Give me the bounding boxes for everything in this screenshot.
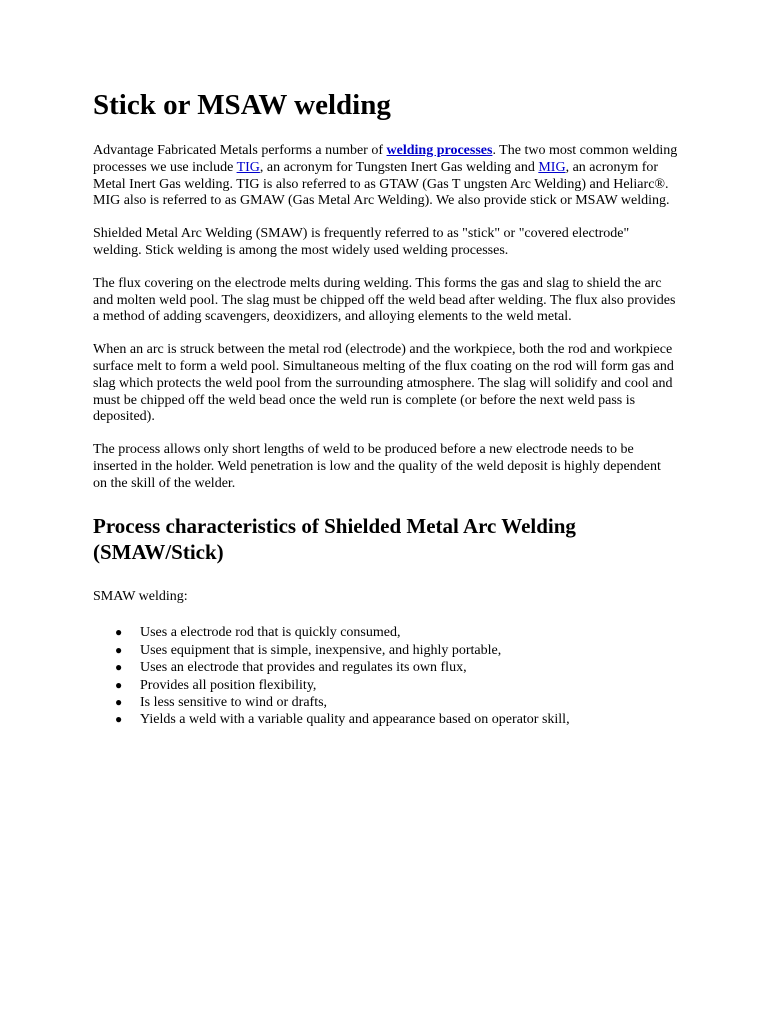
bullet-icon: ●: [115, 694, 123, 709]
page-title: Stick or MSAW welding: [93, 89, 391, 121]
list-item: [115, 677, 678, 694]
bullet-icon: ●: [115, 660, 123, 675]
list-item-text: Yields a weld with a variable quality and appearance based on operator skill,: [140, 712, 570, 728]
smaw-definition-paragraph: Shielded Metal Arc Welding (SMAW) is frequently referred to as "stick" or "covered electrode" welding. Stick welding is among the most widely used welding processes.: [93, 226, 630, 258]
list-item-text: Uses a electrode rod that is quickly consumed,: [140, 625, 401, 641]
welding-processes-link[interactable]: welding processes: [386, 143, 493, 158]
bullet-icon: ●: [115, 642, 123, 657]
bullet-icon: ●: [115, 677, 123, 692]
list-item-text: Uses equipment that is simple, inexpensive, and highly portable,: [140, 642, 502, 658]
bullet-icon: ●: [115, 625, 123, 640]
list-item: [115, 711, 678, 728]
list-item: [115, 624, 678, 641]
list-item-text: Is less sensitive to wind or drafts,: [140, 694, 328, 710]
list-item: [115, 694, 678, 711]
list-item-text: Provides all position flexibility,: [140, 677, 317, 693]
intro-text-4: , an acronym for Metal Inert Gas welding. TIG is also referred to as GTAW (Gas T ungsten Arc Welding) and Heliarc®. MIG also is referred to as GMAW (Gas Metal Arc Welding). We also provide stick or MSAW welding.: [93, 159, 670, 209]
list-item-text: Uses an electrode that provides and regulates its own flux,: [140, 660, 467, 676]
list-item: [115, 659, 678, 676]
flux-covering-paragraph: The flux covering on the electrode melts during welding. This forms the gas and slag to shield the arc and molten weld pool. The slag must be chipped off the weld bead after welding. The flux also provides a method of adding scavengers, deoxidizers, and alloying elements to the weld metal.: [93, 275, 676, 325]
bullet-icon: ●: [115, 712, 123, 727]
characteristics-list: [93, 624, 678, 728]
arc-process-paragraph: When an arc is struck between the metal rod (electrode) and the workpiece, both the rod and workpiece surface melt to form a weld pool. Simultaneous melting of the flux coating on the rod will form gas and slag which protects the weld pool from the surrounding atmosphere. The slag will solidify and cool and must be chipped off the weld bead once the weld run is complete (or before the next weld pass is deposited).: [93, 342, 674, 425]
intro-paragraph: [93, 143, 678, 210]
tig-link[interactable]: TIG: [236, 159, 260, 175]
intro-text-1: Advantage Fabricated Metals performs a number of: [93, 143, 387, 158]
list-intro: SMAW welding:: [93, 588, 188, 604]
intro-text-2: . The two most common welding processes we use include: [93, 143, 678, 175]
limitations-paragraph: The process allows only short lengths of weld to be produced before a new electrode needs to be inserted in the holder. Weld penetration is low and the quality of the weld deposit is highly dependent on the skill of the welder.: [93, 442, 661, 491]
list-item: [115, 642, 678, 659]
mig-link[interactable]: MIG: [538, 159, 566, 175]
intro-text-3: , an acronym for Tungsten Inert Gas welding and: [259, 159, 539, 175]
section-heading: Process characteristics of Shielded Metal Arc Welding (SMAW/Stick): [93, 513, 576, 564]
